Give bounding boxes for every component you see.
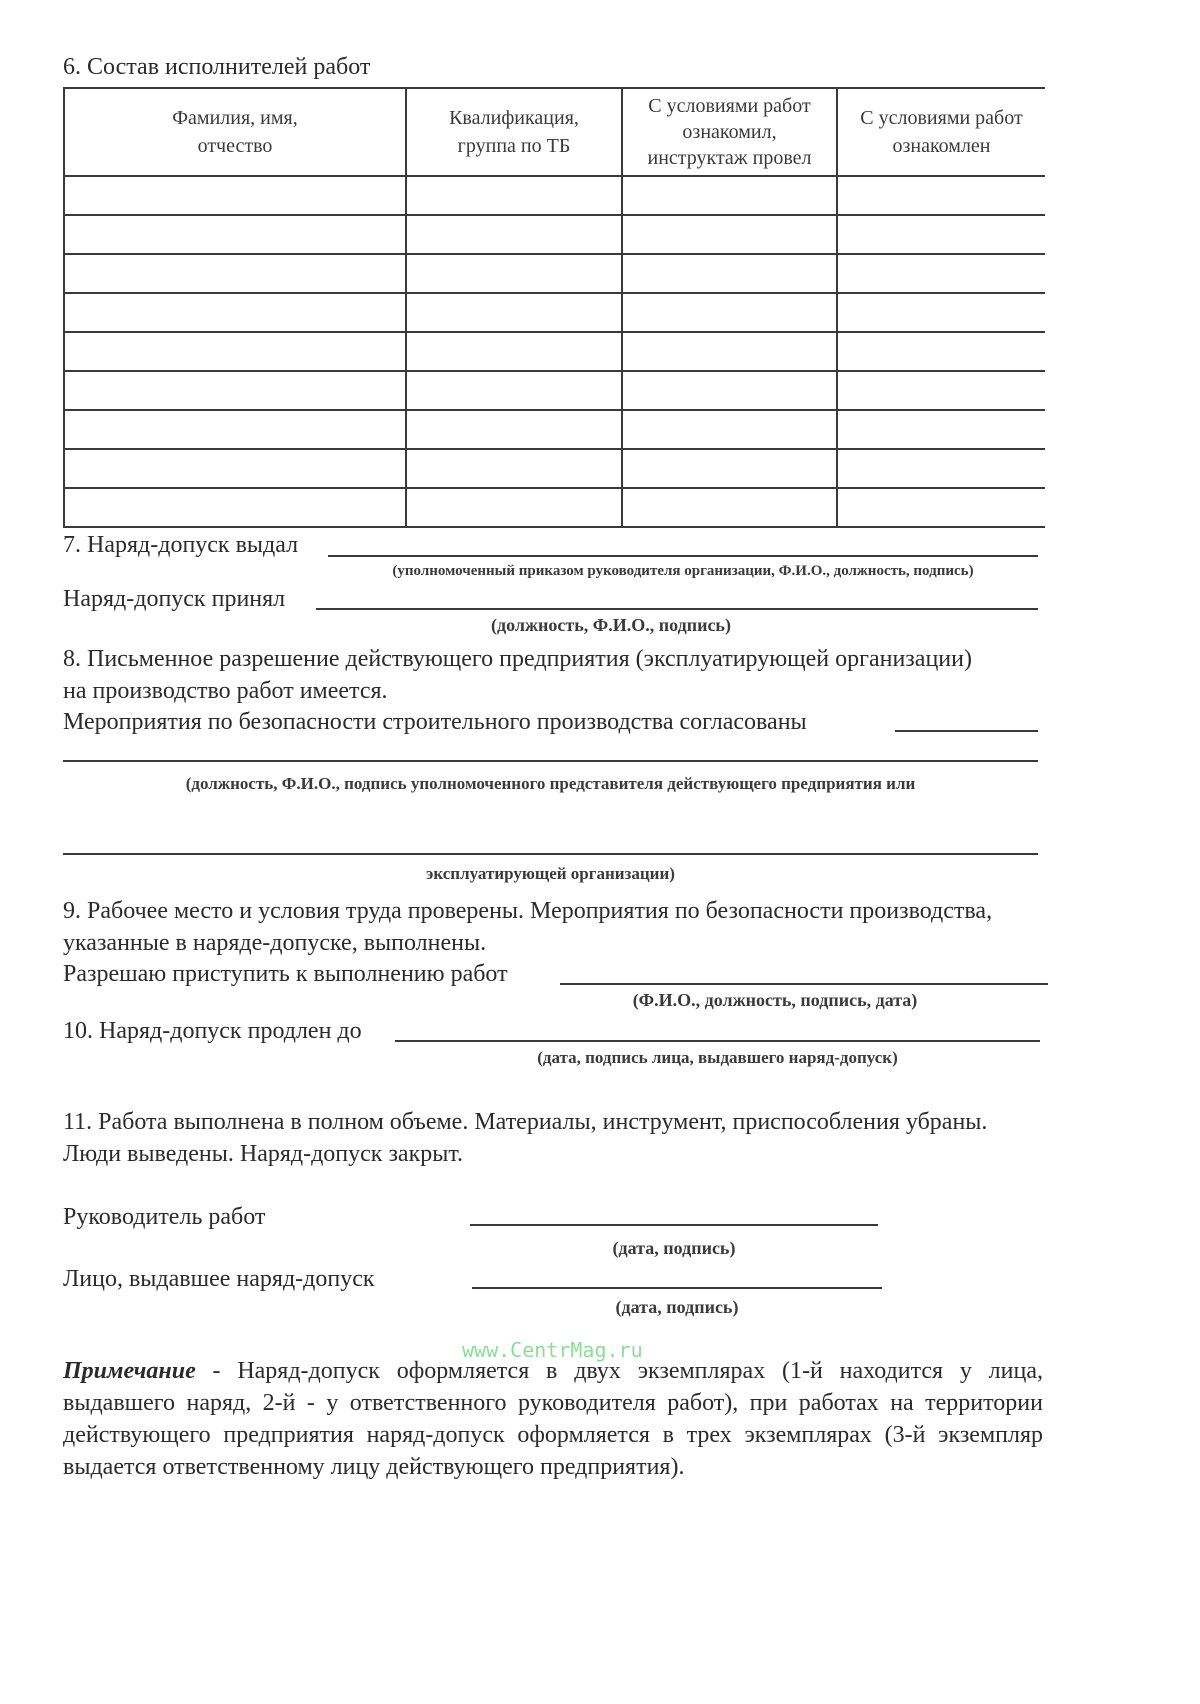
table-row xyxy=(64,371,1045,410)
permit-start-label: Разрешаю приступить к выполнению работ xyxy=(63,961,508,987)
extended-until-field[interactable] xyxy=(395,1040,1040,1042)
table-cell[interactable] xyxy=(406,176,622,215)
table-cell[interactable] xyxy=(622,371,837,410)
table-cell[interactable] xyxy=(406,371,622,410)
issuer-signature-field[interactable] xyxy=(472,1287,882,1289)
table-cell[interactable] xyxy=(622,488,837,527)
safety-agreed-label: Мероприятия по безопасности строительного производства согласованы xyxy=(63,709,807,735)
table-cell[interactable] xyxy=(837,176,1045,215)
table-cell[interactable] xyxy=(406,410,622,449)
issued-by-field[interactable] xyxy=(328,555,1038,557)
table-cell[interactable] xyxy=(406,254,622,293)
issuer-label: Лицо, выдавшее наряд-допуск xyxy=(63,1266,375,1292)
column-header-qualification: Квалификация, группа по ТБ xyxy=(406,88,622,176)
safety-agreed-field-line3[interactable] xyxy=(63,853,1038,855)
safety-agreed-hint-line1: (должность, Ф.И.О., подпись уполномоченного представителя действующего предприятия или xyxy=(185,774,916,793)
table-cell[interactable] xyxy=(837,371,1045,410)
table-cell[interactable] xyxy=(406,488,622,527)
table-cell[interactable] xyxy=(837,410,1045,449)
section-11-text-line2: Люди выведены. Наряд-допуск закрыт. xyxy=(63,1141,464,1167)
safety-agreed-field-line2[interactable] xyxy=(63,760,1038,762)
table-cell[interactable] xyxy=(64,371,406,410)
note-text: - Наряд-допуск оформляется в двух экземплярах (1-й находится у лица, выдавшего наряд, 2-й - у ответственного руководителя работ), при работах на территории действующего предприятия наряд-допуск оформляется в трех экземплярах (3-й экземпляр выдается ответственному лицу действующего предприятия). xyxy=(63,1358,1043,1480)
table-row xyxy=(64,332,1045,371)
table-cell[interactable] xyxy=(64,254,406,293)
table-cell[interactable] xyxy=(837,449,1045,488)
permit-start-hint: (Ф.И.О., должность, подпись, дата) xyxy=(632,990,918,1010)
work-manager-label: Руководитель работ xyxy=(63,1204,266,1230)
table-cell[interactable] xyxy=(622,449,837,488)
table-cell[interactable] xyxy=(406,332,622,371)
table-cell[interactable] xyxy=(622,176,837,215)
table-cell[interactable] xyxy=(64,410,406,449)
table-cell[interactable] xyxy=(622,410,837,449)
crew-table xyxy=(63,87,1045,528)
safety-agreed-field[interactable] xyxy=(895,730,1038,732)
table-cell[interactable] xyxy=(406,215,622,254)
extended-until-label: 10. Наряд-допуск продлен до xyxy=(63,1018,362,1044)
watermark-text: www.CentrMag.ru xyxy=(462,1338,643,1362)
table-cell[interactable] xyxy=(837,254,1045,293)
table-cell[interactable] xyxy=(837,293,1045,332)
work-manager-signature-field[interactable] xyxy=(470,1224,878,1226)
table-cell[interactable] xyxy=(837,488,1045,527)
section-9-text-line1: 9. Рабочее место и условия труда проверены. Мероприятия по безопасности производства, xyxy=(63,898,993,924)
table-cell[interactable] xyxy=(64,176,406,215)
table-row xyxy=(64,449,1045,488)
table-row xyxy=(64,410,1045,449)
section-11-text-line1: 11. Работа выполнена в полном объеме. Материалы, инструмент, приспособления убраны. xyxy=(63,1109,988,1135)
issued-by-hint: (уполномоченный приказом руководителя организации, Ф.И.О., должность, подпись) xyxy=(392,563,974,579)
column-header-acknowledged: С условиями работ ознакомлен xyxy=(837,88,1045,176)
accepted-by-hint: (должность, Ф.И.О., подпись) xyxy=(491,615,731,635)
table-cell[interactable] xyxy=(622,332,837,371)
table-row xyxy=(64,176,1045,215)
table-header-row xyxy=(64,88,1045,176)
table-row xyxy=(64,215,1045,254)
safety-agreed-hint-line2: эксплуатирующей организации) xyxy=(426,864,675,883)
note-paragraph xyxy=(63,1355,1043,1483)
column-header-full-name: Фамилия, имя, отчество xyxy=(64,88,406,176)
table-cell[interactable] xyxy=(622,254,837,293)
table-cell[interactable] xyxy=(406,293,622,332)
section-8-text-line2: на производство работ имеется. xyxy=(63,678,388,704)
table-cell[interactable] xyxy=(622,215,837,254)
section-8-text-line1: 8. Письменное разрешение действующего предприятия (эксплуатирующей организации) xyxy=(63,646,972,672)
permit-start-field[interactable] xyxy=(560,983,1048,985)
accepted-by-field[interactable] xyxy=(316,608,1038,610)
note-label: Примечание xyxy=(63,1358,196,1384)
table-cell[interactable] xyxy=(64,215,406,254)
work-manager-hint: (дата, подпись) xyxy=(612,1238,736,1258)
table-row xyxy=(64,254,1045,293)
extended-until-hint: (дата, подпись лица, выдавшего наряд-допуск) xyxy=(537,1048,898,1067)
section-9-text-line2: указанные в наряде-допуске, выполнены. xyxy=(63,930,487,956)
table-cell[interactable] xyxy=(64,293,406,332)
table-cell[interactable] xyxy=(837,332,1045,371)
accepted-by-label: Наряд-допуск принял xyxy=(63,586,286,612)
table-cell[interactable] xyxy=(64,488,406,527)
table-row xyxy=(64,488,1045,527)
column-header-briefed-by: С условиями работ ознакомил, инструктаж провел xyxy=(622,88,837,176)
table-cell[interactable] xyxy=(64,449,406,488)
table-row xyxy=(64,293,1045,332)
table-cell[interactable] xyxy=(622,293,837,332)
issued-by-label: 7. Наряд-допуск выдал xyxy=(63,532,299,558)
section-6-title: 6. Состав исполнителей работ xyxy=(63,54,371,80)
issuer-hint: (дата, подпись) xyxy=(615,1297,739,1317)
table-cell[interactable] xyxy=(406,449,622,488)
table-cell[interactable] xyxy=(837,215,1045,254)
table-cell[interactable] xyxy=(64,332,406,371)
